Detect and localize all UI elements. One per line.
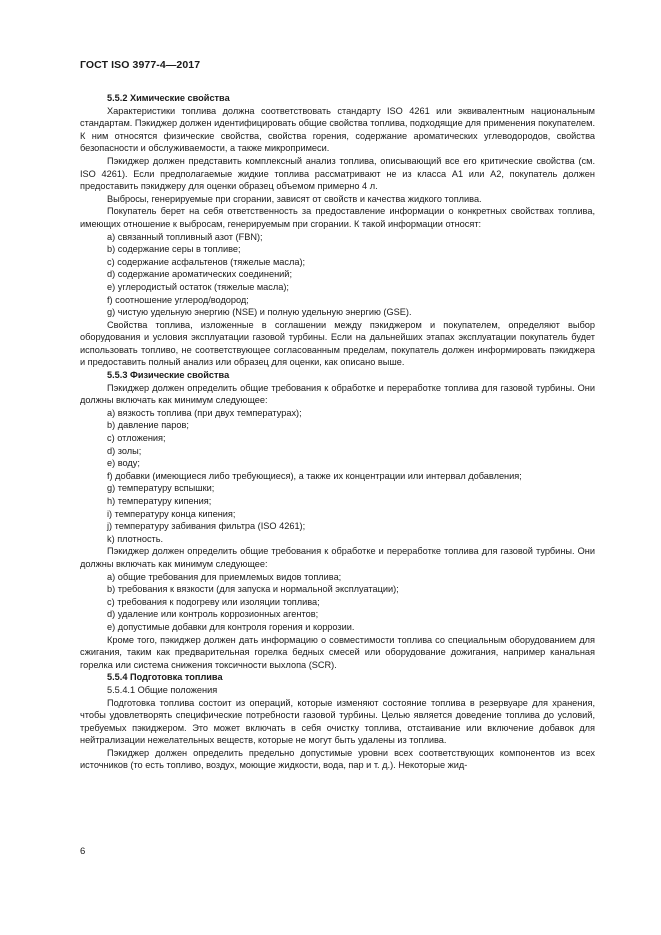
list-item: а) общие требования для приемлемых видов топлива; xyxy=(107,571,342,582)
paragraph: Пэкиджер должен определить общие требования к обработке и переработке топлива для газовой турбины. Они должны включать как минимум следующее: xyxy=(80,546,595,569)
page-body xyxy=(80,92,595,772)
section-heading-5-5-4: 5.5.4 Подготовка топлива xyxy=(107,672,223,683)
list-item: е) допустимые добавки для контроля горения и коррозии. xyxy=(107,621,355,632)
page-number: 6 xyxy=(80,846,86,857)
list-item: е) воду; xyxy=(107,458,140,469)
list-item: с) требования к подогреву или изоляции топлива; xyxy=(107,596,320,607)
list-item: d) золы; xyxy=(107,445,142,456)
paragraph: Пэкиджер должен определить предельно допустимые уровни всех соответствующих компонентов из всех источников (то есть топливо, воздух, моющие жидкости, вода, пар и т. д.). Некоторые жид- xyxy=(80,747,595,771)
paragraph: Подготовка топлива состоит из операций, которые изменяют состояние топлива в резервуаре для хранения, чтобы удовлетворять специфические потребности газовой турбины. Целью является доведение топлива до условий, требуемых пэкиджером. Это может включать в себя очистку топлива, отстаивание или включение добавок для нейтрализации нежелательных веществ, которые не могут быть удалены из топлива. xyxy=(80,697,595,746)
list-item: f) добавки (имеющиеся либо требующиеся), а также их концентрации или интервал добавления; xyxy=(107,470,522,481)
list-item: h) температуру кипения; xyxy=(107,496,212,506)
list-item: b) давление паров; xyxy=(107,420,189,431)
list-item: а) вязкость топлива (при двух температурах); xyxy=(107,407,302,418)
list-item: g) чистую удельную энергию (NSE) и полную удельную энергию (GSE). xyxy=(107,307,412,318)
list-item: d) удаление или контроль коррозионных агентов; xyxy=(107,609,319,620)
list-item: с) отложения; xyxy=(107,433,166,444)
list-item: b) содержание серы в топливе; xyxy=(107,244,241,255)
paragraph: Выбросы, генерируемые при сгорании, зависят от свойств и качества жидкого топлива. xyxy=(107,193,482,204)
paragraph: Характеристики топлива должна соответствовать стандарту ISO 4261 или эквивалентным национальным стандартам. Пэкиджер должен идентифицировать общие свойства топлива, подходящие для применения покупателем. К ним относятся физические свойства, свойства горения, содержание ароматических углеводородов, свойства безопасности и обслуживаемости, а также микропримеси. xyxy=(80,105,596,154)
list-item: j) температуру забивания фильтра (ISO 4261); xyxy=(107,521,306,532)
list-item: f) соотношение углерод/водород; xyxy=(107,294,249,305)
paragraph: Покупатель берет на себя ответственность за предоставление информации о конкретных свойствах топлива, имеющих отношение к выбросам, генерируемым при сгорании. К такой информации относят: xyxy=(80,206,595,229)
list-item: k) плотность. xyxy=(107,533,164,544)
subsection-heading-5-5-4-1: 5.5.4.1 Общие положения xyxy=(107,684,218,695)
section-heading-5-5-3: 5.5.3 Физические свойства xyxy=(107,370,230,381)
list-item: i) температуру конца кипения; xyxy=(107,508,236,519)
list-item: а) связанный топливный азот (FBN); xyxy=(107,231,263,242)
paragraph: Свойства топлива, изложенные в соглашении между пэкиджером и покупателем, определяют выбор оборудования и условия эксплуатации газовой турбины. Если на дальнейших этапах эксплуатации покупатель будет использовать топливо, не соответствующее согласованным пределам, покупатель должен информировать пэкиджера и предоставить полный анализ или образец для оценки, как описано выше. xyxy=(80,319,595,368)
list-item: g) температуру вспышки; xyxy=(107,483,215,494)
list-item: b) требования к вязкости (для запуска и нормальной эксплуатации); xyxy=(107,584,399,595)
section-heading-5-5-2: 5.5.2 Химические свойства xyxy=(107,93,230,103)
list-item: d) содержание ароматических соединений; xyxy=(107,269,292,280)
paragraph: Пэкиджер должен определить общие требования к обработке и переработке топлива для газовой турбины. Они должны включать как минимум следующее: xyxy=(80,382,595,406)
list-item: с) содержание асфальтенов (тяжелые масла); xyxy=(107,256,306,267)
paragraph: Кроме того, пэкиджер должен дать информацию о совместимости топлива со специальным оборудованием для сжигания, таким как предварительная горелка бедных смесей или оборудование дожигания, например канальная горелка или система снижения токсичности выхлопа (SCR). xyxy=(80,634,595,670)
document-code-header: ГОСТ ISO 3977-4—2017 xyxy=(80,59,201,71)
list-item: е) углеродистый остаток (тяжелые масла); xyxy=(107,281,289,292)
paragraph: Пэкиджер должен представить комплексный анализ топлива, описывающий все его критические свойства (см. ISO 4261). Если предполагаемые жидкие топлива рассматривают не из класса А1 или А2, покупатель должен предоставить пэкиджеру для оценки образец объемом примерно 4 л. xyxy=(80,155,595,192)
